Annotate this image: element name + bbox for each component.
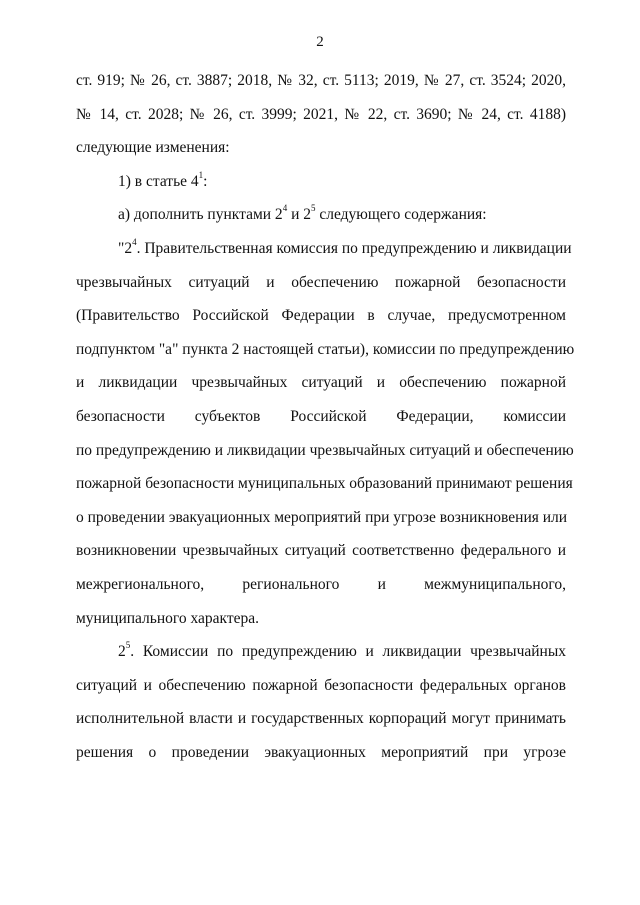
text-fragment: решения о проведении эвакуационных мероприятий при угрозе <box>76 743 566 761</box>
text-fragment: по предупреждению и ликвидации чрезвычайных ситуаций и обеспечению <box>76 441 574 459</box>
text-line <box>76 635 566 669</box>
text-fragment: . Комиссии по предупреждению и ликвидации чрезвычайных <box>130 643 566 661</box>
text-line <box>76 299 566 333</box>
text-fragment: чрезвычайных ситуаций и обеспечению пожарной безопасности <box>76 273 566 291</box>
text-fragment: : <box>203 172 208 190</box>
superscript: 4 <box>132 236 137 247</box>
text-fragment: следующие изменения: <box>76 139 230 157</box>
text-line <box>76 501 566 535</box>
text-line <box>76 568 566 602</box>
text-line <box>76 602 566 636</box>
text-fragment: (Правительство Российской Федерации в случае, предусмотренном <box>76 307 566 325</box>
text-line <box>76 98 566 132</box>
text-line <box>76 198 566 232</box>
text-fragment: безопасности субъектов Российской Федерации, комиссии <box>76 407 566 425</box>
text-fragment: . Правительственная комиссия по предупреждению и ликвидации <box>136 239 572 257</box>
text-fragment: подпунктом "а" пункта 2 настоящей статьи), комиссии по предупреждению <box>76 340 575 358</box>
text-line <box>76 400 566 434</box>
text-line <box>76 467 573 501</box>
text-line <box>76 434 574 468</box>
text-line <box>76 64 566 98</box>
text-line <box>76 232 572 266</box>
text-fragment: муниципального характера. <box>76 609 260 627</box>
text-fragment: ст. 919; № 26, ст. 3887; 2018, № 32, ст. 5113; 2019, № 27, ст. 3524; 2020, <box>76 72 566 89</box>
text-fragment: межрегионального, регионального и межмуниципального, <box>76 575 566 593</box>
superscript: 5 <box>125 639 131 650</box>
text-fragment: возникновении чрезвычайных ситуаций соответственно федерального и <box>76 542 566 560</box>
superscript: 1 <box>198 169 204 180</box>
page-number: 2 <box>316 34 324 50</box>
text-fragment: и ликвидации чрезвычайных ситуаций и обеспечению пожарной <box>76 374 566 392</box>
text-line <box>76 702 566 736</box>
text-fragment: № 14, ст. 2028; № 26, ст. 3999; 2021, № 22, ст. 3690; № 24, ст. 4188) <box>76 105 566 123</box>
text-fragment: ситуаций и обеспечению пожарной безопасности федеральных органов <box>76 676 566 694</box>
text-fragment: пожарной безопасности муниципальных образований принимают решения <box>76 475 573 493</box>
text-line <box>76 333 575 367</box>
text-fragment: о проведении эвакуационных мероприятий при угрозе возникновения или <box>76 508 568 526</box>
text-line <box>76 366 566 400</box>
text-fragment: следующего содержания: <box>315 206 487 224</box>
superscript: 5 <box>310 203 316 214</box>
text-fragment: "2 <box>118 239 133 257</box>
text-line <box>76 266 566 300</box>
text-fragment: 2 <box>118 643 126 661</box>
text-line <box>76 534 566 568</box>
text-fragment: и 2 <box>287 206 311 224</box>
document-body <box>76 64 575 769</box>
text-fragment: 1) в статье 4 <box>118 172 199 190</box>
text-line <box>76 131 566 165</box>
text-line <box>76 736 566 770</box>
text-fragment: а) дополнить пунктами 2 <box>118 206 283 224</box>
text-line <box>76 165 566 199</box>
text-line <box>76 669 566 703</box>
superscript: 4 <box>282 203 288 214</box>
text-fragment: исполнительной власти и государственных корпораций могут принимать <box>76 710 566 728</box>
